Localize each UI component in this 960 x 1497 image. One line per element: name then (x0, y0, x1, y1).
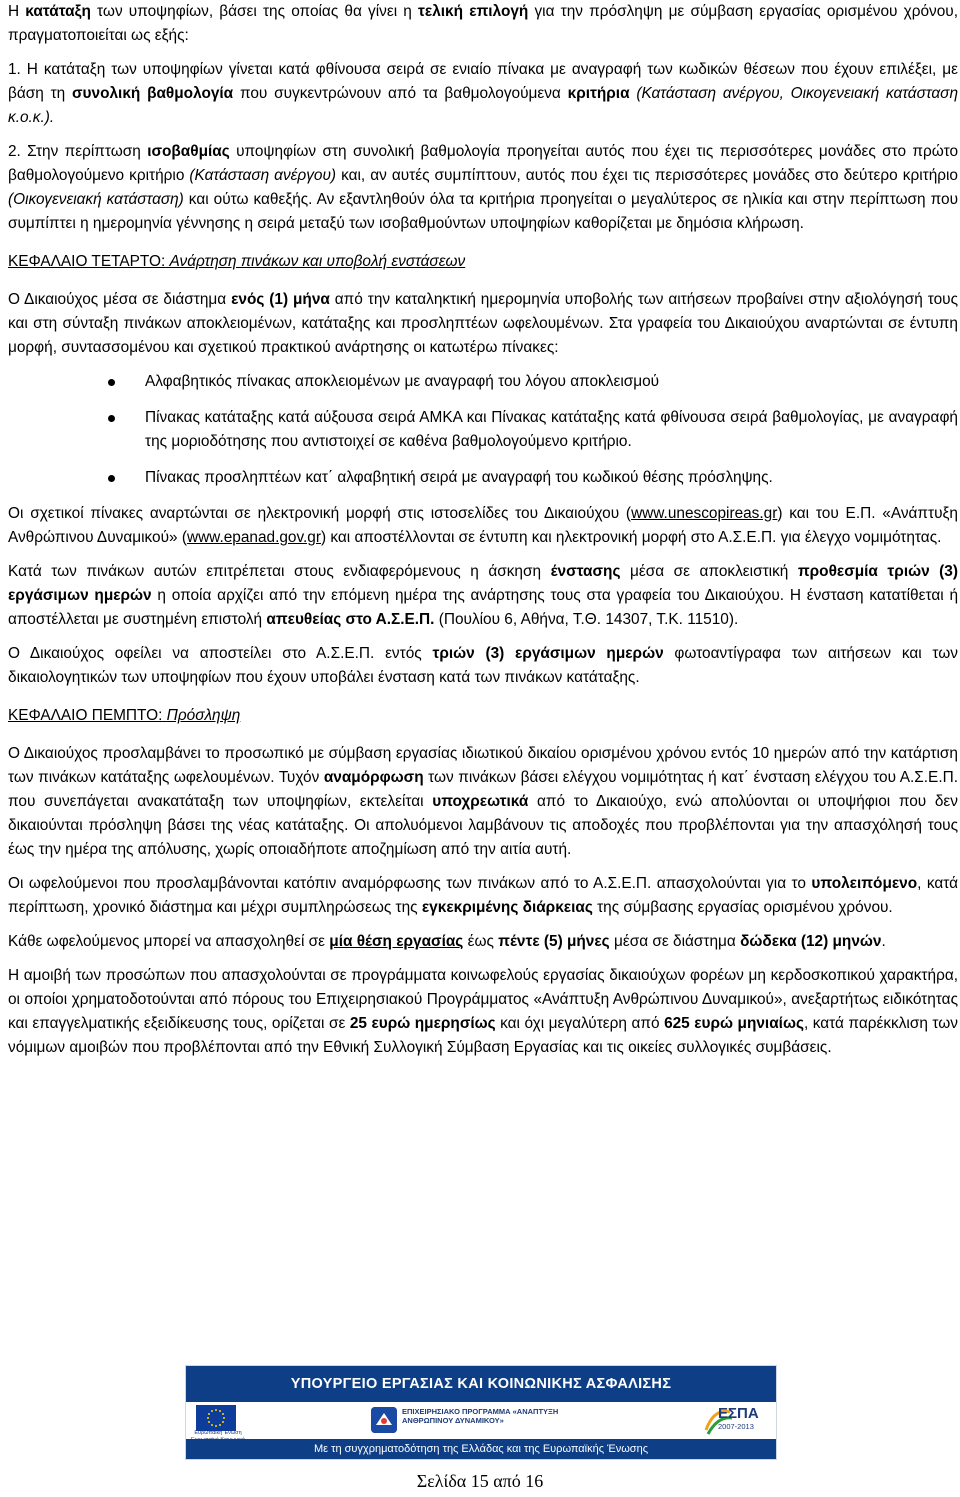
program-logo-icon (371, 1407, 397, 1433)
chapter-4-paragraph-d (8, 642, 958, 690)
intro-paragraph (8, 0, 958, 48)
bold-text: 625 ευρώ μηνιαίως (664, 1015, 804, 1032)
text: Οι σχετικοί πίνακες αναρτώνται σε ηλεκτρονική μορφή στις ιστοσελίδες του Δικαιούχου ( (8, 505, 632, 522)
text: των πινάκων βάσει ελέγχου νομιμότητας ή κατ΄ ένσταση ελέγχου του Α.Σ.Ε.Π. που συνεπάγεται ανακατάταξη των υποψηφίων, εκτελείται (8, 769, 958, 810)
espa-label: ΕΣΠΑ (718, 1405, 759, 1422)
italic-text: (Κατάσταση ανέργου) (189, 167, 337, 184)
text: που συγκεντρώνουν από τα βαθμολογούμενα (233, 85, 568, 102)
bold-text: 25 ευρώ ημερησίως (349, 1015, 496, 1032)
chapter-5-paragraph-c (8, 930, 958, 954)
text: ) και αποστέλλονται σε έντυπη και ηλεκτρονική μορφή στο Α.Σ.Ε.Π. για έλεγχο νομιμότητας. (321, 529, 942, 546)
bold-text: απευθείας στο Α.Σ.Ε.Π. (266, 611, 435, 628)
text: της σύμβασης εργασίας ορισμένου χρόνου. (592, 899, 893, 916)
text: από την καταληκτική ημερομηνία υποβολής των αιτήσεων προβαίνει στην αξιολόγησή τους και στη σύνταξη πινάκων αποκλειομένων, κατάταξης και προσληπτέων ωφελουμένων. Στα γραφεία του Δικαιούχου αναρτώνται σε έντυπη μορφή, συντασσομένου και σχετικού πρακτικού ανάρτησης οι κατωτέρω πίνακες: (8, 291, 958, 356)
eu-flag-icon (196, 1405, 236, 1431)
bullet-icon (108, 475, 115, 482)
bold-text: υποχρεωτικά (432, 793, 529, 810)
bullet-icon (108, 415, 115, 422)
text: και όχι μεγαλύτερη από (495, 1015, 665, 1032)
text: 2. Στην περίπτωση (8, 143, 148, 160)
text: (Πουλίου 6, Αθήνα, Τ.Θ. 14307, Τ.Κ. 11510). (434, 611, 739, 628)
chapter-5-paragraph-a (8, 742, 958, 862)
bold-text: υπολειπόμενο (811, 875, 918, 892)
chapter-label: ΚΕΦΑΛΑΙΟ ΠΕΜΠΤΟ: (8, 707, 163, 724)
co-funding-caption: Με τη συγχρηματοδότηση της Ελλάδας και της Ευρωπαϊκής Ένωσης (186, 1439, 776, 1459)
bold-text: προθεσμία τριών (3) εργάσιμων ημερών (8, 563, 958, 604)
chapter-4-paragraph-c (8, 560, 958, 632)
bold-text: αναμόρφωση (323, 769, 424, 786)
text: μέσα σε διάστημα (609, 933, 741, 950)
bullet-icon (108, 379, 115, 386)
bold-text: ισοβαθμίας (147, 143, 230, 160)
bold-text: τριών (3) εργάσιμων ημερών (432, 645, 664, 662)
bold-text: κατάταξη (25, 3, 91, 20)
text: φωτοαντίγραφα των αιτήσεων και των δικαιολογητικών των υποψηφίων που έχουν υποβάλει ένσταση κατά των πινάκων κατάταξης. (8, 645, 959, 686)
chapter-4-paragraph-a (8, 288, 958, 360)
list-item (8, 406, 958, 454)
text: Ο Δικαιούχος προσλαμβάνει το προσωπικό με σύμβαση εργασίας ιδιωτικού δικαίου ορισμένου χρόνου εντός 10 ημερών από την κατάρτιση των πινάκων κατάταξης ωφελουμένων. Τυχόν (8, 745, 958, 786)
text: από το Δικαιούχο, ενώ απολύονται οι υποψήφιοι που δεν δικαιούνται πρόσληψη βάσει της νέας κατάταξης. Οι απολυόμενοι λαμβάνουν τις αποδοχές που προβλέπονται για την απασχόλησή τους έως την ημέρα της απόλυσης, χωρίς οποιαδήποτε αποζημίωση από την αιτία αυτή. (8, 793, 958, 858)
text: Οι ωφελούμενοι που προσλαμβάνονται κατόπιν αναμόρφωσης των πινάκων από το Α.Σ.Ε.Π. απασχολούνται για το (8, 875, 812, 892)
page-number: Σελίδα 15 από 16 (416, 1471, 544, 1491)
bold-text: ενός (1) μήνα (231, 291, 330, 308)
text: , κατά παρέκκλιση των νόμιμων αμοιβών που προβλέπονται από την Εθνική Συλλογική Σύμβαση Εργασίας και τις οικείες συλλογικές συμβάσεις. (8, 1015, 958, 1056)
tables-list (8, 370, 958, 490)
bold-text: δώδεκα (12) μηνών (740, 933, 882, 950)
chapter-5-heading (8, 704, 958, 728)
bold-text: συνολική βαθμολογία (72, 85, 234, 102)
document-body (8, 0, 958, 1070)
text: υποψηφίων στη συνολική βαθμολογία προηγείται αυτός που έχει τις περισσότερες μονάδες στο πρώτο βαθμολογούμενο κριτήριο (8, 143, 958, 184)
chapter-5-paragraph-d (8, 964, 958, 1060)
chapter-4-paragraph-b (8, 502, 958, 550)
text: . (881, 933, 886, 950)
chapter-title: Πρόσληψη (166, 707, 241, 724)
ministry-banner (185, 1365, 777, 1460)
list-item-text: Πίνακας κατάταξης κατά αύξουσα σειρά ΑΜΚΑ και Πίνακας κατάταξης κατά φθίνουσα σειρά βαθμολογίας, με αναγραφή της μοριοδότησης που αντιστοιχεί σε καθένα βαθμολογούμενο κριτήριο. (145, 409, 958, 450)
text: Κάθε ωφελούμενος μπορεί να απασχοληθεί σε (8, 933, 330, 950)
text: και ούτω καθεξής. Αν εξαντληθούν όλα τα κριτήρια προηγείται ο μεγαλύτερος σε ηλικία και στην περίπτωση που συμπίπτει η ημερομηνία γέννησης η σειρά μεταξύ των ισοβαθμούντων υποψηφίων καθορίζεται με δημόσια κλήρωση. (8, 191, 958, 232)
chapter-title: Ανάρτηση πινάκων και υποβολή ενστάσεων (169, 253, 466, 270)
unescopireas-link[interactable]: www.unescopireas.gr (631, 505, 778, 522)
text: Η (8, 3, 26, 20)
text: η οποία αρχίζει από την επόμενη ημέρα της ανάρτησης τους στα γραφεία του Δικαιούχου. Η ένσταση κατατίθεται ή αποστέλλεται με συστημένη επιστολή (8, 587, 959, 628)
chapter-label: ΚΕΦΑΛΑΙΟ ΤΕΤΑΡΤΟ: (8, 253, 166, 270)
text: και, αν αυτές συμπίπτουν, αυτός που έχει τις περισσότερες μονάδες στο δεύτερο κριτήριο (336, 167, 958, 184)
list-item (8, 370, 958, 394)
text: Κατά των πινάκων αυτών επιτρέπεται στους ενδιαφερόμενους η άσκηση (8, 563, 551, 580)
text: έως (463, 933, 499, 950)
text: των υποψηφίων, βάσει της οποίας θα γίνει η (90, 3, 419, 20)
bold-text: εγκεκριμένης διάρκειας (421, 899, 593, 916)
bold-text: κριτήρια (567, 85, 630, 102)
text: Ο Δικαιούχος οφείλει να αποστείλει στο Α.Σ.Ε.Π. εντός (8, 645, 433, 662)
text: Η αμοιβή των προσώπων που απασχολούνται σε προγράμματα κοινωφελούς εργασίας δικαιούχων φορέων μη κερδοσκοπικού χαρακτήρα, οι οποίοι χρηματοδοτούνται από πόρους του Επιχειρησιακού Προγράμματος «Ανάπτυξη Ανθρώπινου Δυναμικού», ανεξαρτήτως ειδικότητας και επαγγελματικής εξειδίκευσης τους, ορίζεται σε (8, 967, 958, 1032)
chapter-5-paragraph-b (8, 872, 958, 920)
text: μέσα σε αποκλειστική (620, 563, 798, 580)
text: για την πρόσληψη με σύμβαση εργασίας ορισμένου χρόνου, πραγματοποιείται ως εξής: (8, 3, 958, 44)
rule-2-paragraph (8, 140, 958, 236)
text: , κατά περίπτωση, χρονικό διάστημα και μέχρι συμπληρώσεως της (8, 875, 959, 916)
italic-text: (Κατάσταση ανέργου, Οικογενειακή κατάσταση κ.ο.κ.). (8, 85, 959, 126)
text: Ο Δικαιούχος μέσα σε διάστημα (8, 291, 232, 308)
epanad-link[interactable]: www.epanad.gov.gr (186, 529, 321, 546)
chapter-4-heading (8, 250, 958, 274)
program-name: ΕΠΙΧΕΙΡΗΣΙΑΚΟ ΠΡΟΓΡΑΜΜΑ «ΑΝΑΠΤΥΞΗ ΑΝΘΡΩΠΙΝΟΥ ΔΥΝΑΜΙΚΟΥ» (402, 1407, 559, 1425)
eu-caption: Ευρωπαϊκή Ένωση (194, 1430, 242, 1436)
text: ) και του Ε.Π. «Ανάπτυξη Ανθρώπινου Δυναμικού» ( (8, 505, 958, 546)
italic-text: (Οικογενειακή κατάσταση) (8, 191, 184, 208)
text: 1. Η κατάταξη των υποψηφίων γίνεται κατά φθίνουσα σειρά σε ενιαίο πίνακα με αναγραφή των κωδικών θέσεων που έχουν επιλέξει, με βάση τη (8, 61, 958, 102)
bold-text: πέντε (5) μήνες (498, 933, 610, 950)
list-item-text: Αλφαβητικός πίνακας αποκλειομένων με αναγραφή του λόγου αποκλεισμού (145, 373, 660, 390)
bold-text: ένστασης (550, 563, 621, 580)
list-item (8, 466, 958, 490)
espa-years: 2007-2013 (718, 1422, 754, 1431)
rule-1-paragraph (8, 58, 958, 130)
bold-text: τελική επιλογή (418, 3, 529, 20)
bold-underlined-text: μία θέση εργασίας (329, 933, 464, 950)
banner-title: ΥΠΟΥΡΓΕΙΟ ΕΡΓΑΣΙΑΣ ΚΑΙ ΚΟΙΝΩΝΙΚΗΣ ΑΣΦΑΛΙΣΗΣ (186, 1366, 776, 1402)
list-item-text: Πίνακας προσληπτέων κατ΄ αλφαβητική σειρά με αναγραφή του κωδικού θέσης πρόσληψης. (145, 469, 773, 486)
